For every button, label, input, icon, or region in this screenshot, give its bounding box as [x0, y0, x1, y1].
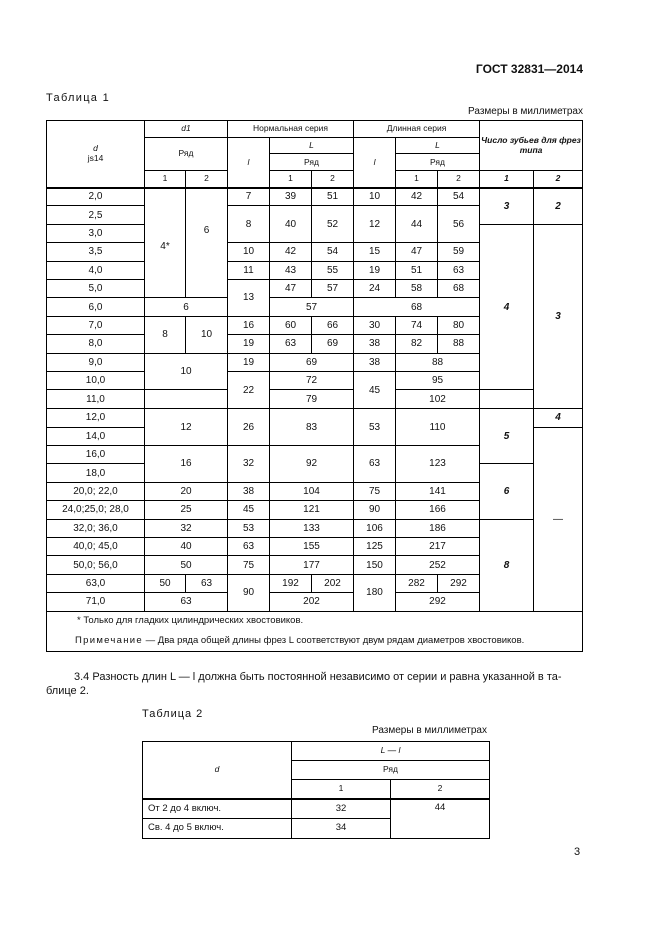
normal-L2-cell: 52: [312, 206, 354, 243]
d-cell: 3,5: [47, 243, 145, 261]
normal-L1-cell: 192: [270, 574, 312, 592]
d-cell: 4,0: [47, 261, 145, 279]
d-cell: 7,0: [47, 316, 145, 334]
d1-cell: 63: [186, 574, 228, 592]
normal-col-2: 2: [312, 171, 354, 188]
normal-l-cell: 75: [228, 556, 270, 574]
teeth1-cell: 6: [480, 464, 534, 519]
long-l-cell: 63: [354, 446, 396, 483]
page-number: 3: [574, 846, 581, 858]
normal-L2-cell: 66: [312, 316, 354, 334]
teeth1-cell: 8: [480, 519, 534, 611]
long-L1-cell: 74: [396, 316, 438, 334]
d1-cell: 6: [145, 298, 228, 316]
normal-L-label: L: [270, 138, 353, 154]
long-L2-cell: 80: [438, 316, 480, 334]
normal-l-cell: 26: [228, 409, 270, 446]
d1-cell: [145, 390, 228, 409]
long-l-header: l: [354, 138, 396, 188]
d1-cell: 10: [145, 353, 228, 390]
long-L1-cell: 44: [396, 206, 438, 243]
normal-L1-cell: 63: [270, 335, 312, 353]
normal-L-cell: 133: [270, 519, 354, 537]
t2-col-2: 2: [391, 780, 490, 799]
d-cell: 5,0: [47, 279, 145, 297]
normal-L2-cell: 57: [312, 279, 354, 297]
note-label: Примечание: [75, 634, 143, 646]
long-L2-cell: 88: [438, 335, 480, 353]
normal-L-cell: 83: [270, 409, 354, 446]
d1-cell: 16: [145, 446, 228, 483]
normal-L2-cell: 54: [312, 243, 354, 261]
paragraph-3-4-line2: блице 2.: [46, 685, 89, 697]
d-cell: 9,0: [47, 353, 145, 371]
long-row-label: Ряд: [430, 157, 445, 167]
teeth-col-1: 1: [480, 171, 534, 188]
teeth2-cell: —: [534, 427, 583, 611]
d-cell: 12,0: [47, 409, 145, 427]
note-line: [75, 636, 582, 646]
d1-cell: 12: [145, 409, 228, 446]
long-l-cell: 180: [354, 574, 396, 611]
normal-L-cell: 79: [270, 390, 354, 409]
d1-cell: 63: [145, 593, 228, 611]
long-l-cell: 10: [354, 188, 396, 206]
normal-L1-cell: 60: [270, 316, 312, 334]
normal-l-cell: 19: [228, 353, 270, 371]
table2: [142, 741, 490, 839]
long-L2-cell: 54: [438, 188, 480, 206]
long-l-cell: 53: [354, 409, 396, 446]
long-L2-cell: 292: [438, 574, 480, 592]
long-l-cell: 106: [354, 519, 396, 537]
d-cell: 24,0;25,0; 28,0: [47, 501, 145, 519]
normal-l-cell: 16: [228, 316, 270, 334]
long-l-cell: 15: [354, 243, 396, 261]
normal-l-cell: 19: [228, 335, 270, 353]
long-L1-cell: 58: [396, 279, 438, 297]
normal-l-header: l: [228, 138, 270, 188]
long-l-cell: 30: [354, 316, 396, 334]
table1-units: Размеры в миллиметрах: [468, 106, 583, 117]
normal-L-cell: 177: [270, 556, 354, 574]
long-L2-cell: 68: [438, 279, 480, 297]
long-L2-cell: 59: [438, 243, 480, 261]
normal-l-cell: 32: [228, 446, 270, 483]
note-text: — Два ряда общей длины фрез L соответствуют двум рядам диаметров хвостовиков.: [143, 634, 525, 646]
long-L1-cell: 51: [396, 261, 438, 279]
d-cell: 16,0: [47, 446, 145, 464]
d-cell: 63,0: [47, 574, 145, 592]
normal-l-cell: 13: [228, 279, 270, 316]
t2-range-cell: Св. 4 до 5 включ.: [143, 819, 292, 839]
normal-L2-cell: 55: [312, 261, 354, 279]
d-cell: 3,0: [47, 224, 145, 242]
normal-L1-cell: 42: [270, 243, 312, 261]
d-cell: 14,0: [47, 427, 145, 445]
teeth2-cell: 3: [534, 224, 583, 409]
normal-l-cell: 53: [228, 519, 270, 537]
d1-cell: 20: [145, 482, 228, 500]
long-l-cell: 38: [354, 353, 396, 371]
normal-L-block: [270, 138, 354, 171]
d-cell: 50,0; 56,0: [47, 556, 145, 574]
d1-col-2: 2: [186, 171, 228, 188]
normal-L1-cell: 39: [270, 188, 312, 206]
long-l-cell: 90: [354, 501, 396, 519]
normal-l-cell: 38: [228, 482, 270, 500]
teeth2-cell: 4: [534, 409, 583, 427]
d-cell: 10,0: [47, 371, 145, 389]
d-cell: 8,0: [47, 335, 145, 353]
normal-col-1: 1: [270, 171, 312, 188]
long-l-cell: 150: [354, 556, 396, 574]
table2-units: Размеры в миллиметрах: [372, 725, 487, 736]
normal-L1-cell: 40: [270, 206, 312, 243]
d1-cell: 40: [145, 538, 228, 556]
t2-value-cell: 44: [391, 799, 490, 839]
d-cell: 71,0: [47, 593, 145, 611]
normal-L-cell: 121: [270, 501, 354, 519]
d1-row-label: Ряд: [145, 138, 228, 171]
long-L1-cell: 282: [396, 574, 438, 592]
d-header: d js14: [47, 121, 145, 188]
normal-l-cell: 90: [228, 574, 270, 611]
t2-row-header: Ряд: [292, 761, 490, 780]
d1-header: d1: [145, 121, 228, 138]
paragraph-3-4-line1: 3.4 Разность длин L — l должна быть постоянной независимо от серии и равна указанной в та-: [74, 671, 562, 683]
teeth-header: Число зубьев для фрез типа: [480, 121, 583, 171]
normal-L-cell: 57: [270, 298, 354, 316]
t2-value-cell: 32: [292, 799, 391, 819]
teeth2-cell: 2: [534, 188, 583, 225]
normal-L1-cell: 43: [270, 261, 312, 279]
teeth1-cell: 4: [480, 224, 534, 390]
long-l-cell: 24: [354, 279, 396, 297]
long-L-cell: 68: [354, 298, 480, 316]
teeth1-cell: 3: [480, 188, 534, 225]
normal-row-label: Ряд: [304, 157, 319, 167]
normal-l-cell: 45: [228, 501, 270, 519]
t2-value-cell: 34: [292, 819, 391, 839]
t2-col-1: 1: [292, 780, 391, 799]
teeth-col-2: 2: [534, 171, 583, 188]
long-series-header: Длинная серия: [354, 121, 480, 138]
long-L-cell: 88: [396, 353, 480, 371]
table2-caption: Таблица 2: [142, 708, 204, 720]
d1-cell: 50: [145, 574, 186, 592]
normal-l-cell: 10: [228, 243, 270, 261]
d-cell: 32,0; 36,0: [47, 519, 145, 537]
normal-L2-cell: 69: [312, 335, 354, 353]
teeth1-cell: 5: [480, 409, 534, 464]
long-L-cell: 186: [396, 519, 480, 537]
long-L-cell: 166: [396, 501, 480, 519]
d-cell: 40,0; 45,0: [47, 538, 145, 556]
long-L-cell: 110: [396, 409, 480, 446]
normal-l-cell: 63: [228, 538, 270, 556]
long-L1-cell: 47: [396, 243, 438, 261]
normal-L2-cell: 51: [312, 188, 354, 206]
footnote: * Только для гладких цилиндрических хвостовиков.: [77, 615, 304, 627]
long-l-cell: 38: [354, 335, 396, 353]
normal-L2-cell: 202: [312, 574, 354, 592]
long-col-2: 2: [438, 171, 480, 188]
t2-Ll-header: L — l: [292, 742, 490, 761]
t2-d-header: d: [143, 742, 292, 799]
long-L-cell: 292: [396, 593, 480, 611]
standard-designation: ГОСТ 32831—2014: [475, 62, 583, 76]
d-cell: 20,0; 22,0: [47, 482, 145, 500]
long-L1-cell: 42: [396, 188, 438, 206]
d-cell: 6,0: [47, 298, 145, 316]
normal-l-cell: 22: [228, 371, 270, 408]
long-L-cell: 95: [396, 371, 480, 389]
long-L1-cell: 82: [396, 335, 438, 353]
long-L-cell: 123: [396, 446, 480, 483]
normal-l-cell: 7: [228, 188, 270, 206]
long-l-cell: 75: [354, 482, 396, 500]
d1-cell: 8: [145, 316, 186, 353]
table1-caption: Таблица 1: [46, 92, 111, 104]
long-L-cell: 141: [396, 482, 480, 500]
d1-cell: 10: [186, 316, 228, 353]
normal-L1-cell: 47: [270, 279, 312, 297]
normal-L-cell: 69: [270, 353, 354, 371]
normal-L-cell: 72: [270, 371, 354, 389]
table1-notes: [47, 611, 583, 651]
normal-l-cell: 8: [228, 206, 270, 243]
long-l-cell: 45: [354, 371, 396, 408]
table1: [46, 120, 583, 652]
normal-L-cell: 155: [270, 538, 354, 556]
normal-l-cell: 11: [228, 261, 270, 279]
long-col-1: 1: [396, 171, 438, 188]
long-L-label: L: [396, 138, 479, 154]
d1-cell: 50: [145, 556, 228, 574]
normal-L-cell: 104: [270, 482, 354, 500]
normal-L-cell: 92: [270, 446, 354, 483]
long-L-cell: 217: [396, 538, 480, 556]
d1-cell: 4*: [145, 188, 186, 298]
normal-L-cell: 202: [270, 593, 354, 611]
d-cell: 11,0: [47, 390, 145, 409]
long-l-cell: 125: [354, 538, 396, 556]
normal-series-header: Нормальная серия: [228, 121, 354, 138]
d-cell: 2,5: [47, 206, 145, 224]
long-l-cell: 19: [354, 261, 396, 279]
d-cell: 2,0: [47, 188, 145, 206]
d1-cell: 25: [145, 501, 228, 519]
d-cell: 18,0: [47, 464, 145, 482]
d1-col-1: 1: [145, 171, 186, 188]
d1-cell: 6: [186, 188, 228, 298]
long-l-cell: 12: [354, 206, 396, 243]
long-L-cell: 252: [396, 556, 480, 574]
long-L2-cell: 63: [438, 261, 480, 279]
long-L-block: [396, 138, 480, 171]
d1-cell: 32: [145, 519, 228, 537]
long-L-cell: 102: [396, 390, 480, 409]
long-L2-cell: 56: [438, 206, 480, 243]
t2-range-cell: От 2 до 4 включ.: [143, 799, 292, 819]
